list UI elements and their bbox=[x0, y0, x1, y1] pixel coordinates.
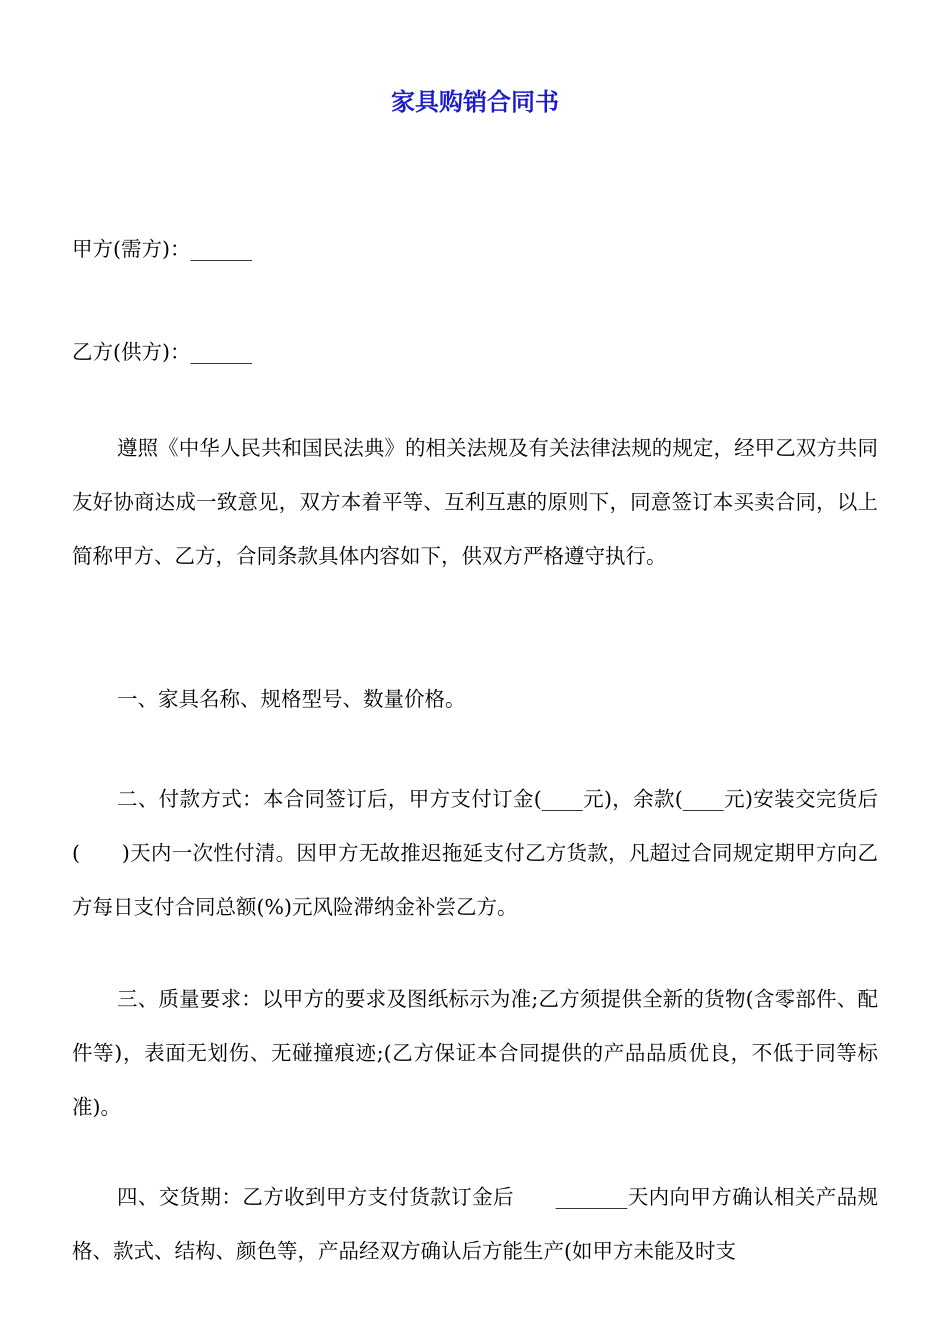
clause-4-paragraph: 四、交货期：乙方收到甲方支付货款订金后 _______天内向甲方确认相关产品规格、款式、结构、颜色等，产品经双方确认后方能生产(如甲方未能及时支 bbox=[72, 1185, 878, 1263]
party-b-line: 乙方(供方)：______ bbox=[72, 340, 252, 364]
clause-1-paragraph: 一、家具名称、规格型号、数量价格。 bbox=[117, 687, 466, 711]
document-title: 家具购销合同书 bbox=[391, 88, 559, 116]
clause-2-paragraph: 二、付款方式：本合同签订后，甲方支付订金(____元)，余款(____元)安装交完货后( )天内一次性付清。因甲方无故推迟拖延支付乙方货款，凡超过合同规定期甲方向乙方每日支付合同总额(%)元风险滞纳金补尝乙方。 bbox=[72, 787, 878, 919]
preamble-paragraph: 遵照《中华人民共和国民法典》的相关法规及有关法律法规的规定，经甲乙双方共同友好协商达成一致意见，双方本着平等、互利互惠的原则下，同意签订本买卖合同，以上简称甲方、乙方，合同条款具体内容如下，供双方严格遵守执行。 bbox=[72, 436, 878, 568]
clause-3-paragraph: 三、质量要求：以甲方的要求及图纸标示为准;乙方须提供全新的货物(含零部件、配件等)，表面无划伤、无碰撞痕迹;(乙方保证本合同提供的产品品质优良，不低于同等标准)。 bbox=[72, 987, 878, 1119]
party-a-line: 甲方(需方)：______ bbox=[72, 237, 252, 261]
